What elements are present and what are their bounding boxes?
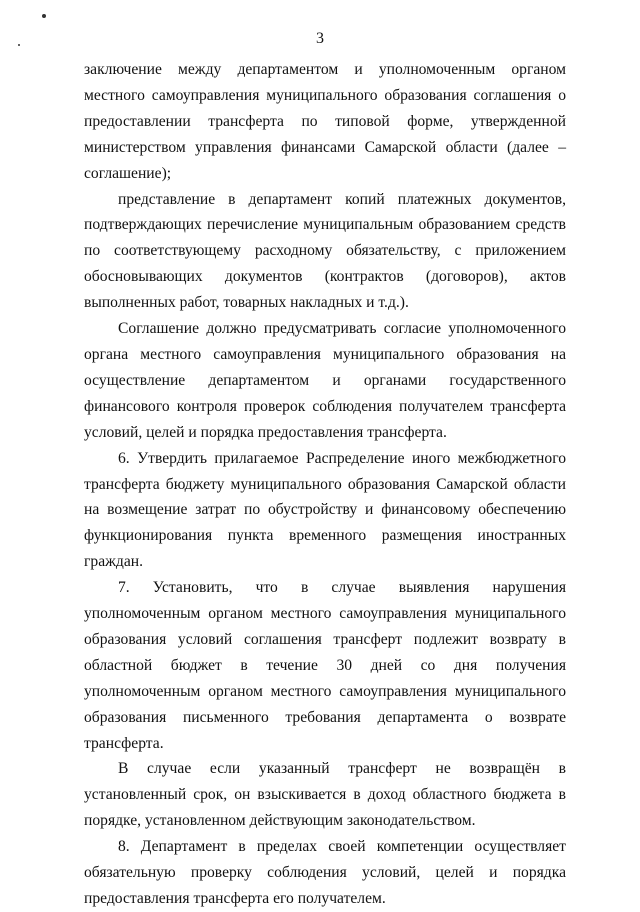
paragraph-agreement-consent: Соглашение должно предусматривать согласие уполномоченного органа местного самоуправления муниципального образования на осуществление департаментом и органами государственного финансового контроля проверок соблюдения получателем трансферта условий, целей и порядка предоставления трансферта. xyxy=(84,320,566,441)
paragraph-item-6: 6. Утвердить прилагаемое Распределение иного межбюджетного трансферта бюджету муниципального образования Самарской области на возмещение затрат по обустройству и финансовому обеспечению функционирования пункта временного размещения иностранных граждан. xyxy=(84,449,566,571)
paragraph-agreement-conclusion: заключение между департаментом и уполномоченным органом местного самоуправления муниципального образования соглашения о предоставлении трансферта по типовой форме, утвержденной министерством управления финансами Самарской области (далее – соглашение); xyxy=(84,61,566,182)
paragraph-payment-documents: представление в департамент копий платежных документов, подтверждающих перечисление муниципальным образованием средств по соответствующему расходному обязательству, с приложением обосновывающих документов (контрактов (договоров), актов выполненных работ, товарных накладных и т.д.). xyxy=(84,190,566,312)
paragraph-return-enforcement: В случае если указанный трансферт не возвращён в установленный срок, он взыскивается в доход областного бюджета в порядке, установленном действующим законодательством. xyxy=(84,760,566,830)
page-number: 3 xyxy=(316,30,324,47)
document-body xyxy=(84,57,566,912)
scan-artifact-mark xyxy=(42,14,46,18)
paragraph-item-7: 7. Установить, что в случае выявления нарушения уполномоченным органом местного самоуправления муниципального образования условий соглашения трансферт подлежит возврату в областной бюджет в течение 30 дней со дня получения уполномоченным органом местного самоуправления муниципального образования письменного требования департамента о возврате трансферта. xyxy=(84,579,566,752)
paragraph-item-8: 8. Департамент в пределах своей компетенции осуществляет обязательную проверку соблюдения условий, целей и порядка предоставления трансферта его получателем. xyxy=(84,838,566,907)
